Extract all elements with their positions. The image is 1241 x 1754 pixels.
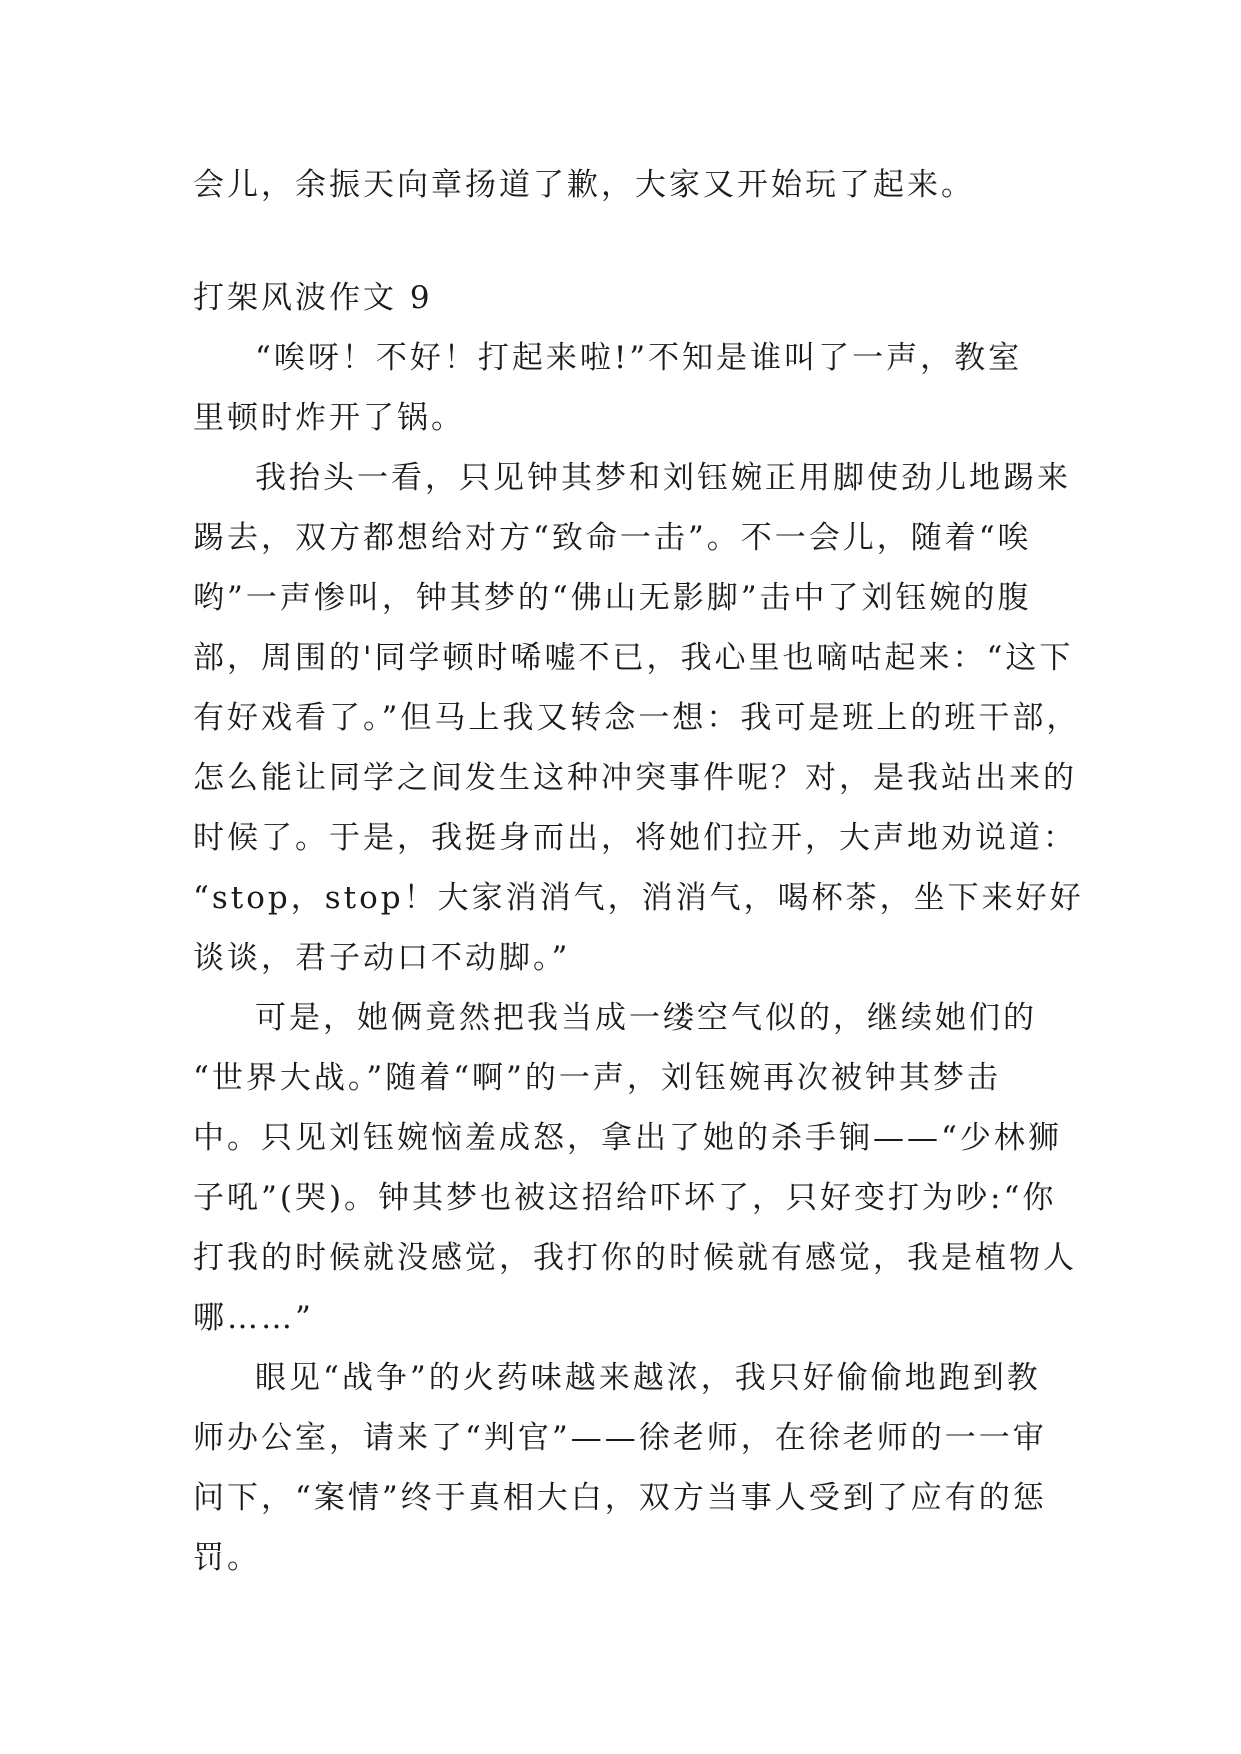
text-line: 可是，她俩竟然把我当成一缕空气似的，继续她们的 (255, 1000, 1037, 1036)
text-line: 里顿时炸开了锅。 (193, 400, 465, 436)
paragraph (193, 328, 1063, 448)
text-line: 有好戏看了。”但马上我又转念一想：我可是班上的班干部， (193, 700, 1081, 736)
text-line: 问下，“案情”终于真相大白，双方当事人受到了应有的惩 (193, 1480, 1047, 1516)
text-line: 会儿，余振天向章扬道了歉，大家又开始玩了起来。 (193, 167, 975, 203)
text-line: 眼见“战争”的火药味越来越浓，我只好偷偷地跑到教 (255, 1360, 1041, 1396)
paragraph (193, 988, 1077, 1348)
text-line: 哪……” (193, 1300, 314, 1336)
text-line: 打我的时候就没感觉，我打你的时候就有感觉，我是植物人 (193, 1240, 1077, 1276)
text-line: “世界大战。”随着“啊”的一声，刘钰婉再次被钟其梦击 (193, 1060, 1001, 1096)
paragraph (193, 448, 1084, 988)
text-line: 子吼”(哭)。钟其梦也被这招给吓坏了，只好变打为吵:“你 (193, 1180, 1057, 1216)
text-line: “唉呀！不好！打起来啦!”不知是谁叫了一声，教室 (255, 340, 1023, 376)
continuation-paragraph (193, 155, 1063, 215)
text-line: 时候了。于是，我挺身而出，将她们拉开，大声地劝说道： (193, 820, 1077, 856)
essay-body (193, 328, 1084, 1588)
text-line: 中。只见刘钰婉恼羞成怒，拿出了她的杀手锏——“少林狮 (193, 1120, 1062, 1156)
section-title: 打架风波作文 9 (193, 280, 433, 316)
text-line: 师办公室，请来了“判官”——徐老师，在徐老师的一一审 (193, 1420, 1047, 1456)
paragraph (193, 1348, 1063, 1588)
text-line: 罚。 (193, 1540, 261, 1576)
text-line: 我抬头一看，只见钟其梦和刘钰婉正用脚使劲儿地踢来 (255, 460, 1071, 496)
text-line: 踢去，双方都想给对方“致命一击”。不一会儿，随着“唉 (193, 520, 1032, 556)
text-line: 哟”一声惨叫，钟其梦的“佛山无影脚”击中了刘钰婉的腹 (193, 580, 1032, 616)
text-line: 怎么能让同学之间发生这种冲突事件呢？对，是我站出来的 (193, 760, 1077, 796)
text-line: 部，周围的'同学顿时唏嘘不已，我心里也嘀咕起来：“这下 (193, 640, 1074, 676)
text-line: 谈谈，君子动口不动脚。” (193, 940, 571, 976)
text-line: “stop，stop！大家消消气，消消气，喝杯茶，坐下来好好 (193, 880, 1084, 916)
